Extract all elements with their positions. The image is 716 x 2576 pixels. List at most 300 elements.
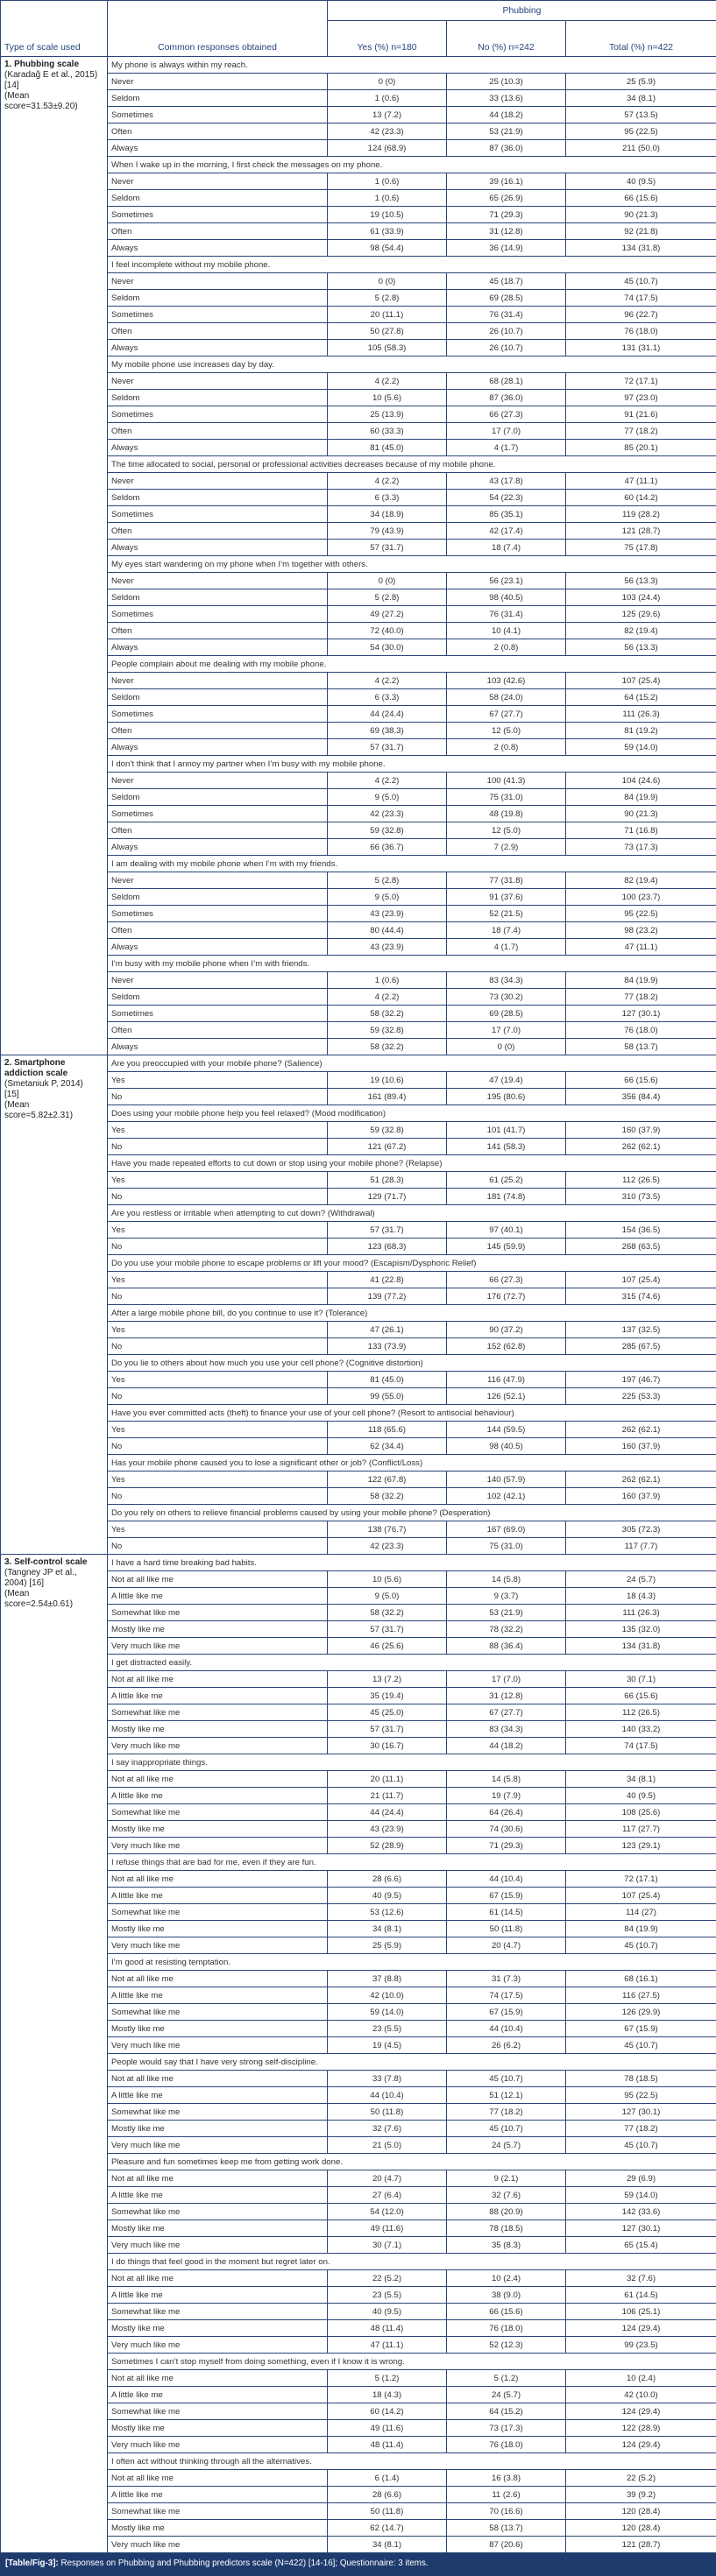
table-row: [1, 1638, 716, 1655]
response-label: Sometimes: [108, 806, 328, 822]
response-label: Always: [108, 340, 328, 356]
no-value: 17 (7.0): [447, 1022, 566, 1039]
total-value: 100 (23.7): [566, 889, 716, 906]
yes-value: 10 (5.6): [328, 1571, 447, 1588]
yes-value: 105 (58.3): [328, 340, 447, 356]
no-value: 90 (37.2): [447, 1322, 566, 1338]
table-row: [1, 2220, 716, 2237]
table-row: [1, 273, 716, 290]
question-row: [1, 1155, 716, 1172]
response-label: Mostly like me: [108, 2520, 328, 2537]
yes-value: 42 (10.0): [328, 1987, 447, 2004]
total-value: 124 (29.4): [566, 2403, 716, 2420]
response-label: Always: [108, 240, 328, 257]
scale-name: 2. Smartphone addiction scale: [4, 1058, 103, 1079]
total-value: 40 (9.5): [566, 1788, 716, 1804]
response-label: A little like me: [108, 2287, 328, 2304]
response-label: Seldom: [108, 789, 328, 806]
table-row: [1, 2037, 716, 2054]
no-value: 88 (36.4): [447, 1638, 566, 1655]
table-row: [1, 2537, 716, 2553]
question-text: I am dealing with my mobile phone when I’m with my friends.: [108, 856, 716, 872]
table-row: [1, 773, 716, 789]
yes-value: 53 (12.6): [328, 1904, 447, 1921]
question-row: [1, 1255, 716, 1272]
total-value: 47 (11.1): [566, 473, 716, 490]
yes-value: 20 (11.1): [328, 307, 447, 323]
no-value: 51 (12.1): [447, 2087, 566, 2104]
scale-name: 1. Phubbing scale: [4, 60, 103, 70]
table-row: [1, 2520, 716, 2537]
no-value: 68 (28.1): [447, 373, 566, 390]
table-row: [1, 124, 716, 140]
question-text: I get distracted easily.: [108, 1655, 716, 1671]
question-text: My eyes start wandering on my phone when I’m together with others.: [108, 556, 716, 573]
yes-value: 72 (40.0): [328, 623, 447, 639]
no-value: 53 (21.9): [447, 124, 566, 140]
no-value: 42 (17.4): [447, 523, 566, 540]
no-value: 35 (8.3): [447, 2237, 566, 2254]
yes-value: 42 (23.3): [328, 806, 447, 822]
table-row: [1, 839, 716, 856]
response-label: Sometimes: [108, 406, 328, 423]
response-label: Not at all like me: [108, 1671, 328, 1688]
total-value: 39 (9.2): [566, 2487, 716, 2503]
response-label: Always: [108, 739, 328, 756]
total-value: 160 (37.9): [566, 1122, 716, 1139]
table-row: [1, 1605, 716, 1621]
table-row: [1, 1471, 716, 1488]
table-row: [1, 2403, 716, 2420]
response-label: Somewhat like me: [108, 1704, 328, 1721]
yes-value: 60 (33.3): [328, 423, 447, 440]
no-value: 67 (27.7): [447, 706, 566, 723]
yes-value: 50 (11.8): [328, 2104, 447, 2121]
yes-value: 44 (24.4): [328, 1804, 447, 1821]
yes-value: 34 (8.1): [328, 2537, 447, 2553]
response-label: No: [108, 1488, 328, 1505]
response-label: Mostly like me: [108, 1921, 328, 1937]
total-value: 120 (28.4): [566, 2503, 716, 2520]
response-label: Often: [108, 523, 328, 540]
table-row: [1, 140, 716, 157]
yes-value: 57 (31.7): [328, 1721, 447, 1738]
table-row: [1, 1372, 716, 1388]
no-value: 152 (62.8): [447, 1338, 566, 1355]
no-value: 31 (12.8): [447, 223, 566, 240]
yes-value: 32 (7.6): [328, 2121, 447, 2137]
no-value: 24 (5.7): [447, 2387, 566, 2403]
total-value: 123 (29.1): [566, 1838, 716, 1854]
total-value: 30 (7.1): [566, 1671, 716, 1688]
table-row: [1, 240, 716, 257]
table-row: [1, 1006, 716, 1022]
response-label: Very much like me: [108, 2437, 328, 2453]
total-value: 67 (15.9): [566, 2021, 716, 2037]
question-row: [1, 1505, 716, 1521]
yes-value: 5 (2.8): [328, 589, 447, 606]
yes-value: 1 (0.6): [328, 190, 447, 207]
question-row: [1, 356, 716, 373]
total-value: 45 (10.7): [566, 2037, 716, 2054]
no-value: 12 (5.0): [447, 723, 566, 739]
response-label: Very much like me: [108, 2337, 328, 2354]
no-value: 56 (23.1): [447, 573, 566, 589]
response-label: Mostly like me: [108, 2121, 328, 2137]
no-value: 66 (15.6): [447, 2304, 566, 2320]
total-value: 310 (73.5): [566, 1189, 716, 1205]
yes-value: 9 (5.0): [328, 789, 447, 806]
total-value: 76 (18.0): [566, 323, 716, 340]
total-value: 117 (7.7): [566, 1538, 716, 1555]
total-value: 211 (50.0): [566, 140, 716, 157]
question-row: [1, 756, 716, 773]
table-row: [1, 1122, 716, 1139]
question-text: Do you lie to others about how much you use your cell phone? (Cognitive distortion): [108, 1355, 716, 1372]
no-value: 16 (3.8): [447, 2470, 566, 2487]
question-row: [1, 57, 716, 74]
response-label: Often: [108, 323, 328, 340]
response-label: Never: [108, 972, 328, 989]
no-value: 98 (40.5): [447, 1438, 566, 1455]
scale-mean-score: (Mean score=2.54±0.61): [4, 1589, 103, 1610]
table-row: [1, 173, 716, 190]
response-label: No: [108, 1388, 328, 1405]
question-text: People complain about me dealing with my mobile phone.: [108, 656, 716, 673]
no-value: 19 (7.9): [447, 1788, 566, 1804]
response-label: Very much like me: [108, 2237, 328, 2254]
yes-value: 48 (11.4): [328, 2437, 447, 2453]
total-value: 82 (19.4): [566, 872, 716, 889]
table-row: [1, 2270, 716, 2287]
question-row: [1, 2054, 716, 2071]
total-value: 82 (19.4): [566, 623, 716, 639]
no-value: 36 (14.9): [447, 240, 566, 257]
total-value: 59 (14.0): [566, 2187, 716, 2204]
scale-cell: [1, 57, 108, 1055]
table-row: [1, 2470, 716, 2487]
table-row: [1, 972, 716, 989]
total-value: 66 (15.6): [566, 1688, 716, 1704]
yes-value: 58 (32.2): [328, 1488, 447, 1505]
yes-value: 1 (0.6): [328, 972, 447, 989]
caption-text: Responses on Phubbing and Phubbing predictors scale (N=422) [14-16]; Questionnaire: 3 items.: [59, 2558, 429, 2568]
response-label: No: [108, 1139, 328, 1155]
yes-value: 79 (43.9): [328, 523, 447, 540]
total-value: 95 (22.5): [566, 906, 716, 922]
response-label: No: [108, 1239, 328, 1255]
yes-value: 123 (68.3): [328, 1239, 447, 1255]
total-value: 126 (29.9): [566, 2004, 716, 2021]
question-row: [1, 956, 716, 972]
yes-value: 62 (34.4): [328, 1438, 447, 1455]
response-label: Always: [108, 939, 328, 956]
no-value: 31 (12.8): [447, 1688, 566, 1704]
no-value: 53 (21.9): [447, 1605, 566, 1621]
no-value: 33 (13.6): [447, 90, 566, 107]
no-value: 4 (1.7): [447, 440, 566, 456]
no-value: 76 (31.4): [447, 606, 566, 623]
response-label: Sometimes: [108, 706, 328, 723]
response-label: Very much like me: [108, 2537, 328, 2553]
total-value: 84 (19.9): [566, 1921, 716, 1937]
yes-value: 54 (12.0): [328, 2204, 447, 2220]
yes-value: 28 (6.6): [328, 2487, 447, 2503]
question-text: Do you rely on others to relieve financial problems caused by using your mobile phone? (Desperation): [108, 1505, 716, 1521]
yes-value: 10 (5.6): [328, 390, 447, 406]
no-value: 78 (32.2): [447, 1621, 566, 1638]
question-row: [1, 1455, 716, 1471]
yes-value: 60 (14.2): [328, 2403, 447, 2420]
no-value: 2 (0.8): [447, 739, 566, 756]
table-row: [1, 1172, 716, 1189]
question-row: [1, 1754, 716, 1771]
response-label: Mostly like me: [108, 1821, 328, 1838]
table-row: [1, 1971, 716, 1987]
total-value: 65 (15.4): [566, 2237, 716, 2254]
response-label: Never: [108, 573, 328, 589]
total-value: 45 (10.7): [566, 273, 716, 290]
table-row: [1, 922, 716, 939]
question-text: People would say that I have very strong self-discipline.: [108, 2054, 716, 2071]
no-value: 45 (10.7): [447, 2071, 566, 2087]
question-text: Are you restless or irritable when attempting to cut down? (Withdrawal): [108, 1205, 716, 1222]
yes-value: 48 (11.4): [328, 2320, 447, 2337]
response-label: Seldom: [108, 90, 328, 107]
no-value: 2 (0.8): [447, 639, 566, 656]
response-label: A little like me: [108, 2187, 328, 2204]
no-value: 141 (58.3): [447, 1139, 566, 1155]
response-label: Yes: [108, 1422, 328, 1438]
yes-value: 44 (24.4): [328, 706, 447, 723]
yes-value: 13 (7.2): [328, 107, 447, 124]
no-value: 67 (15.9): [447, 2004, 566, 2021]
no-value: 44 (18.2): [447, 107, 566, 124]
response-label: Somewhat like me: [108, 2503, 328, 2520]
no-value: 74 (30.6): [447, 1821, 566, 1838]
total-value: 72 (17.1): [566, 1871, 716, 1888]
response-label: Not at all like me: [108, 1771, 328, 1788]
yes-value: 43 (23.9): [328, 1821, 447, 1838]
response-label: Often: [108, 623, 328, 639]
table-row: [1, 2004, 716, 2021]
no-value: 50 (11.8): [447, 1921, 566, 1937]
header-total: Total (%) n=422: [566, 21, 716, 57]
table-row: [1, 673, 716, 689]
yes-value: 34 (8.1): [328, 1921, 447, 1937]
table-row: [1, 989, 716, 1006]
total-value: 95 (22.5): [566, 2087, 716, 2104]
response-label: Always: [108, 540, 328, 556]
response-label: Yes: [108, 1122, 328, 1139]
scale-reference: (Smetaniuk P, 2014) [15]: [4, 1079, 103, 1100]
no-value: 116 (47.9): [447, 1372, 566, 1388]
no-value: 38 (9.0): [447, 2287, 566, 2304]
yes-value: 20 (4.7): [328, 2170, 447, 2187]
table-row: [1, 889, 716, 906]
table-row: [1, 872, 716, 889]
no-value: 77 (18.2): [447, 2104, 566, 2121]
yes-value: 21 (11.7): [328, 1788, 447, 1804]
total-value: 66 (15.6): [566, 1072, 716, 1089]
response-label: Sometimes: [108, 207, 328, 223]
yes-value: 28 (6.6): [328, 1871, 447, 1888]
no-value: 54 (22.3): [447, 490, 566, 506]
yes-value: 57 (31.7): [328, 540, 447, 556]
no-value: 181 (74.8): [447, 1189, 566, 1205]
no-value: 44 (10.4): [447, 2021, 566, 2037]
yes-value: 81 (45.0): [328, 1372, 447, 1388]
no-value: 85 (35.1): [447, 506, 566, 523]
yes-value: 35 (19.4): [328, 1688, 447, 1704]
response-label: Seldom: [108, 989, 328, 1006]
total-value: 61 (14.5): [566, 2287, 716, 2304]
table-row: [1, 1987, 716, 2004]
response-label: Yes: [108, 1222, 328, 1239]
total-value: 121 (28.7): [566, 2537, 716, 2553]
caption-label: [Table/Fig-3]:: [5, 2558, 59, 2568]
no-value: 9 (3.7): [447, 1588, 566, 1605]
no-value: 45 (18.7): [447, 273, 566, 290]
question-row: [1, 456, 716, 473]
total-value: 111 (26.3): [566, 1605, 716, 1621]
no-value: 10 (2.4): [447, 2270, 566, 2287]
total-value: 356 (84.4): [566, 1089, 716, 1105]
response-label: Yes: [108, 1521, 328, 1538]
total-value: 119 (28.2): [566, 506, 716, 523]
table-row: [1, 290, 716, 307]
yes-value: 6 (1.4): [328, 2470, 447, 2487]
table-row: [1, 1322, 716, 1338]
total-value: 75 (17.8): [566, 540, 716, 556]
table-row: [1, 1521, 716, 1538]
total-value: 78 (18.5): [566, 2071, 716, 2087]
question-row: [1, 1555, 716, 1571]
table-row: [1, 2387, 716, 2403]
total-value: 60 (14.2): [566, 490, 716, 506]
total-value: 134 (31.8): [566, 240, 716, 257]
no-value: 87 (36.0): [447, 140, 566, 157]
no-value: 126 (52.1): [447, 1388, 566, 1405]
no-value: 11 (2.6): [447, 2487, 566, 2503]
no-value: 140 (57.9): [447, 1471, 566, 1488]
yes-value: 9 (5.0): [328, 889, 447, 906]
table-row: [1, 806, 716, 822]
total-value: 57 (13.5): [566, 107, 716, 124]
response-label: Seldom: [108, 589, 328, 606]
table-row: [1, 1338, 716, 1355]
no-value: 70 (16.6): [447, 2503, 566, 2520]
yes-value: 5 (2.8): [328, 872, 447, 889]
response-label: No: [108, 1189, 328, 1205]
question-row: [1, 257, 716, 273]
table-row: [1, 2021, 716, 2037]
total-value: 18 (4.3): [566, 1588, 716, 1605]
question-row: [1, 556, 716, 573]
table-row: [1, 2420, 716, 2437]
question-row: [1, 2453, 716, 2470]
no-value: 76 (18.0): [447, 2437, 566, 2453]
yes-value: 49 (11.6): [328, 2220, 447, 2237]
total-value: 125 (29.6): [566, 606, 716, 623]
question-row: [1, 656, 716, 673]
table-row: [1, 2170, 716, 2187]
yes-value: 5 (2.8): [328, 290, 447, 307]
total-value: 95 (22.5): [566, 124, 716, 140]
no-value: 67 (27.7): [447, 1704, 566, 1721]
question-row: [1, 1305, 716, 1322]
total-value: 114 (27): [566, 1904, 716, 1921]
response-label: Somewhat like me: [108, 2104, 328, 2121]
total-value: 47 (11.1): [566, 939, 716, 956]
no-value: 52 (12.3): [447, 2337, 566, 2354]
response-label: Somewhat like me: [108, 1605, 328, 1621]
table-row: [1, 323, 716, 340]
yes-value: 138 (76.7): [328, 1521, 447, 1538]
response-label: Never: [108, 273, 328, 290]
yes-value: 118 (65.6): [328, 1422, 447, 1438]
yes-value: 80 (44.4): [328, 922, 447, 939]
no-value: 18 (7.4): [447, 540, 566, 556]
yes-value: 69 (38.3): [328, 723, 447, 739]
no-value: 14 (5.8): [447, 1771, 566, 1788]
total-value: 56 (13.3): [566, 573, 716, 589]
table-row: [1, 2104, 716, 2121]
table-row: [1, 540, 716, 556]
total-value: 108 (25.6): [566, 1804, 716, 1821]
response-label: A little like me: [108, 1888, 328, 1904]
table-row: [1, 1788, 716, 1804]
question-row: [1, 1405, 716, 1422]
yes-value: 1 (0.6): [328, 90, 447, 107]
response-label: Never: [108, 373, 328, 390]
table-body: [1, 57, 716, 2553]
yes-value: 61 (33.9): [328, 223, 447, 240]
yes-value: 0 (0): [328, 573, 447, 589]
yes-value: 50 (27.8): [328, 323, 447, 340]
table-row: [1, 2337, 716, 2354]
table-row: [1, 639, 716, 656]
no-value: 87 (36.0): [447, 390, 566, 406]
no-value: 64 (26.4): [447, 1804, 566, 1821]
yes-value: 6 (3.3): [328, 689, 447, 706]
total-value: 107 (25.4): [566, 1888, 716, 1904]
table-row: [1, 390, 716, 406]
no-value: 5 (1.2): [447, 2370, 566, 2387]
table-row: [1, 223, 716, 240]
response-label: Never: [108, 74, 328, 90]
table-row: [1, 74, 716, 90]
yes-value: 20 (11.1): [328, 1771, 447, 1788]
scale-reference: (Karadağ E et al., 2015) [14]: [4, 70, 103, 91]
response-label: Mostly like me: [108, 2220, 328, 2237]
table-row: [1, 1538, 716, 1555]
response-label: Somewhat like me: [108, 1904, 328, 1921]
yes-value: 46 (25.6): [328, 1638, 447, 1655]
scale-name: 3. Self-control scale: [4, 1557, 103, 1568]
response-label: Never: [108, 872, 328, 889]
yes-value: 4 (2.2): [328, 473, 447, 490]
total-value: 137 (32.5): [566, 1322, 716, 1338]
yes-value: 58 (32.2): [328, 1605, 447, 1621]
table-row: [1, 1888, 716, 1904]
response-label: Mostly like me: [108, 2021, 328, 2037]
yes-value: 0 (0): [328, 74, 447, 90]
response-label: Always: [108, 140, 328, 157]
total-value: 97 (23.0): [566, 390, 716, 406]
table-row: [1, 1072, 716, 1089]
total-value: 22 (5.2): [566, 2470, 716, 2487]
